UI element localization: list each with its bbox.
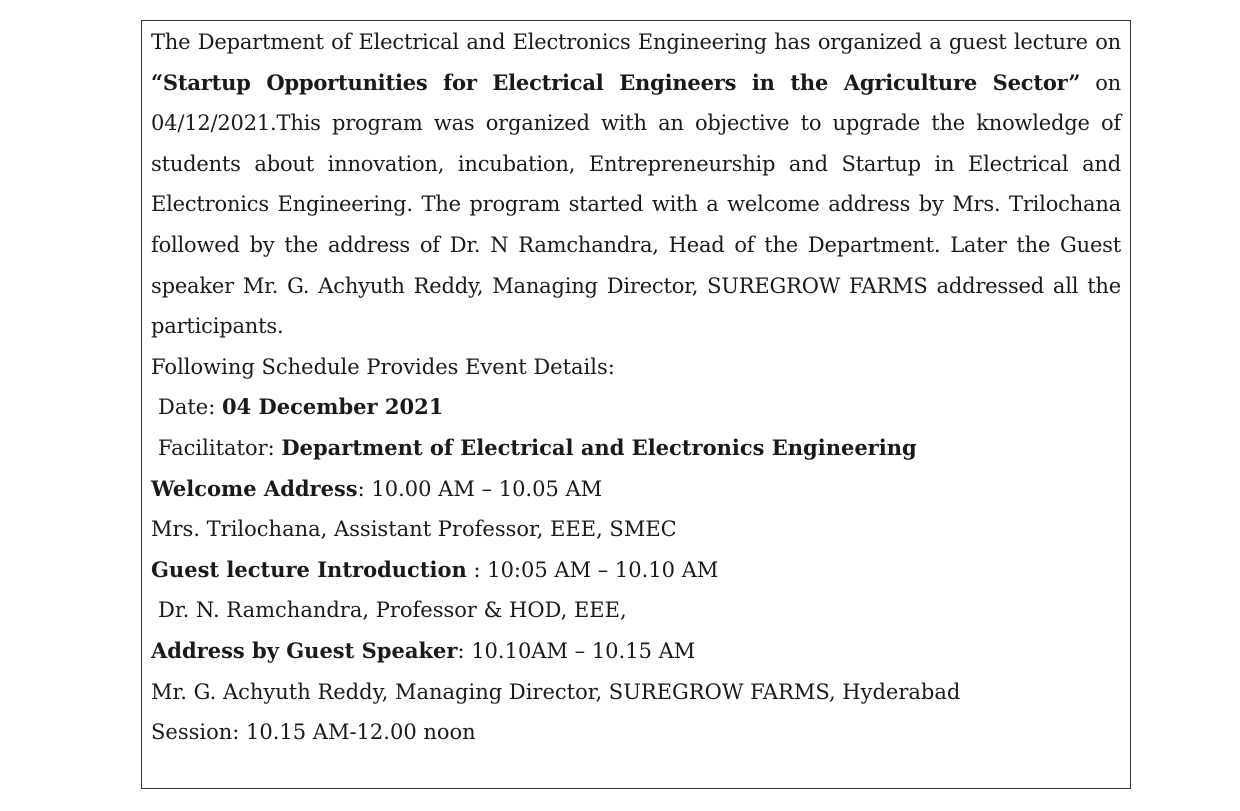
- facilitator-value: Department of Electrical and Electronics Engineering: [281, 434, 917, 460]
- welcome-address-person: Mrs. Trilochana, Assistant Professor, EEE, SMEC: [151, 517, 677, 542]
- intro-paragraph: [151, 22, 1121, 347]
- lecture-title: “Startup Opportunities for Electrical Engineers in the Agriculture Sector”: [151, 69, 1081, 95]
- guest-speaker-label: Address by Guest Speaker: [151, 637, 458, 663]
- facilitator-label: Facilitator:: [158, 435, 275, 460]
- facilitator-row: [151, 428, 1121, 469]
- guest-intro-label: Guest lecture Introduction: [151, 556, 467, 582]
- guest-intro-time: : 10:05 AM – 10.10 AM: [466, 557, 719, 582]
- guest-speaker-row: [151, 631, 1121, 672]
- session-row: Session: 10.15 AM-12.00 noon: [151, 720, 476, 745]
- guest-intro-person: Dr. N. Ramchandra, Professor & HOD, EEE,: [158, 598, 627, 623]
- schedule-heading: Following Schedule Provides Event Details:: [151, 354, 615, 379]
- welcome-address-label: Welcome Address: [151, 475, 358, 501]
- report-content: [151, 22, 1121, 753]
- welcome-address-time: : 10.00 AM – 10.05 AM: [357, 476, 603, 501]
- intro-text-before-title: The Department of Electrical and Electronics Engineering has organized a guest lecture on: [151, 30, 1121, 54]
- guest-speaker-time: : 10.10AM – 10.15 AM: [457, 638, 696, 663]
- event-date-row: [151, 387, 1121, 428]
- guest-speaker-person: Mr. G. Achyuth Reddy, Managing Director, SUREGROW FARMS, Hyderabad: [151, 679, 961, 704]
- date-value: 04 December 2021: [222, 394, 444, 420]
- guest-intro-row: [151, 550, 1121, 591]
- welcome-address-row: [151, 469, 1121, 510]
- intro-text-after-title: on 04/12/2021.This program was organized with an objective to upgrade the knowledge of students about innovation, incubation, Entrepreneurship and Startup in Electrical and Electronics Engineering. The program started with a welcome address by Mrs. Trilochana followed by the address of Dr. N Ramchandra, Head of the Department. Later the Guest speaker Mr. G. Achyuth Reddy, Managing Director, SUREGROW FARMS addressed all the participants.: [151, 70, 1121, 339]
- date-label: Date:: [158, 395, 216, 420]
